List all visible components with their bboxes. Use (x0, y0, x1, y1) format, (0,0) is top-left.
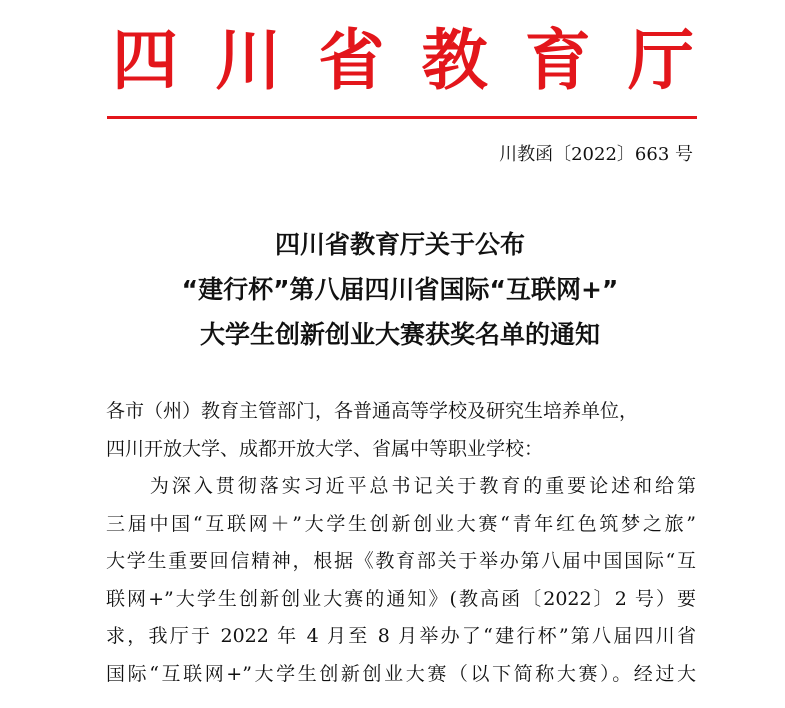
letterhead-char: 川 (215, 21, 282, 99)
body-line: 为深入贯彻落实习近平总书记关于教育的重要论述和给第 (106, 475, 696, 497)
letterhead-char: 教 (421, 21, 488, 99)
letterhead-char: 省 (318, 21, 385, 99)
title-line: 四川省教育厅关于公布 (274, 230, 525, 259)
body-line-salutation: 四川开放大学、成都开放大学、省属中等职业学校： (106, 437, 544, 460)
letterhead-char: 四 (112, 21, 178, 99)
body-line-salutation: 各市（州）教育主管部门，各普通高等学校及研究生培养单位， (106, 400, 639, 422)
title-line: “建行杯”第八届四川省国际“互联网+” (181, 275, 619, 304)
body-line: 联网+”大学生创新创业大赛的通知》(教高函〔2022〕2 号）要 (106, 587, 696, 610)
letterhead-divider (107, 116, 697, 119)
body-line: 国际“互联网+”大学生创新创业大赛（以下简称大赛）。经过大 (106, 662, 696, 685)
body-line: 大学生重要回信精神，根据《教育部关于举办第八届中国国际“互 (106, 550, 696, 572)
letterhead-char: 厅 (627, 21, 694, 99)
document-title (100, 222, 700, 357)
letterhead-char: 育 (524, 21, 591, 99)
document-number: 川教函〔2022〕663 号 (499, 144, 693, 165)
document-body (106, 393, 696, 693)
body-line: 三届中国“互联网＋”大学生创新创业大赛“青年红色筑梦之旅” (106, 512, 696, 535)
body-line: 求，我厅于 2022 年 4 月至 8 月举办了“建行杯”第八届四川省 (106, 625, 696, 647)
title-line: 大学生创新创业大赛获奖名单的通知 (199, 320, 600, 349)
letterhead-title (108, 20, 698, 100)
